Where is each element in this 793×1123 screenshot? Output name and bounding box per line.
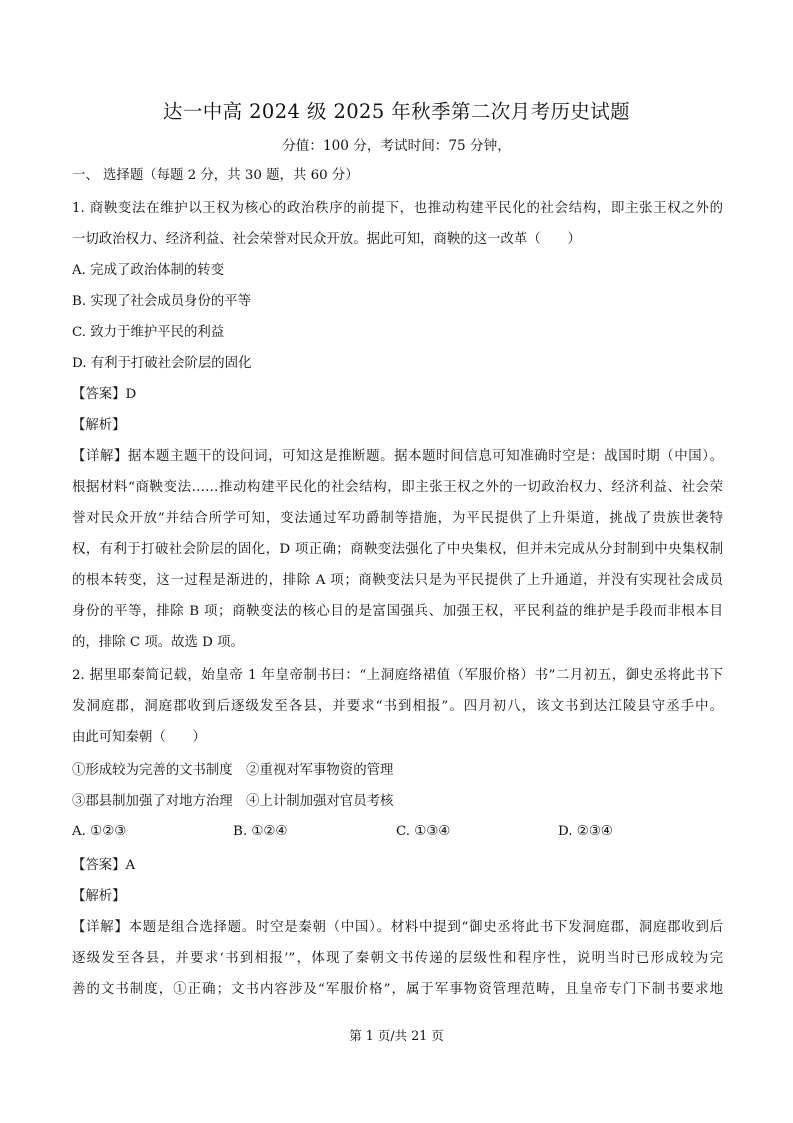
exam-subtitle: 分值：100 分，考试时间：75 分钟， xyxy=(282,138,511,154)
q1-option-c: C. 致力于维护平民的利益 xyxy=(72,325,225,340)
q1-detail-line: 的，排除 C 项。故选 D 项。 xyxy=(72,635,244,650)
section-heading: 一、 选择题（每题 2 分，共 30 题，共 60 分） xyxy=(72,168,359,183)
q1-answer: 【答案】D xyxy=(72,387,137,402)
page-number: 第 1 页/共 21 页 xyxy=(349,1028,444,1043)
q2-stem-line: 由此可知秦朝（ ） xyxy=(72,730,206,745)
q1-detail-line: 身份的平等，排除 B 项；商鞅变法的核心目的是富国强兵、加强王权，平民利益的维护是手段而非根本目 xyxy=(72,604,723,619)
q2-option-b: B. ①②④ xyxy=(233,824,288,839)
q2-option-c: C. ①③④ xyxy=(396,824,451,839)
q1-detail-line: 权，有利于打破社会阶层的固化，D 项正确；商鞅变法强化了中央集权，但并未完成从分封制到中央集权制 xyxy=(72,542,723,557)
q1-stem-line: 1. 商鞅变法在维护以王权为核心的政治秩序的前提下，也推动构建平民化的社会结构，即主张王权之外的 xyxy=(72,201,723,216)
q1-option-b: B. 实现了社会成员身份的平等 xyxy=(72,294,252,309)
q2-detail-line: 【详解】本题是组合选择题。时空是秦朝（中国）。材料中提到“御史丞将此书下发洞庭郡，洞庭郡收到后 xyxy=(72,920,723,935)
q2-detail-line: 逐级发至各县，并要求‘书到相报’”，体现了秦朝文书传递的层级性和程序性，说明当时已形成较为完 xyxy=(72,951,723,966)
q2-option-a: A. ①②③ xyxy=(72,824,127,839)
q1-detail-line: 的根本转变，这一过程是渐进的，排除 A 项；商鞅变法只是为平民提供了上升通道，并没有实现社会成员 xyxy=(72,573,723,588)
q2-statement-line: ③郡县制加强了对地方治理 ④上计制加强对官员考核 xyxy=(72,794,394,809)
q2-options-row xyxy=(72,824,732,842)
q1-detail-line: 【详解】据本题主题干的设问词，可知这是推断题。据本题时间信息可知准确时空是：战国时期（中国）。 xyxy=(72,449,723,464)
q1-option-d: D. 有利于打破社会阶层的固化 xyxy=(72,356,252,371)
q1-option-a: A. 完成了政治体制的转变 xyxy=(72,263,225,278)
q1-detail-line: 誉对民众开放”并结合所学可知，变法通过军功爵制等措施，为平民提供了上升渠道，挑战了贵族世袭特 xyxy=(72,511,723,526)
q1-detail-line: 根据材料“商鞅变法……推动构建平民化的社会结构，即主张王权之外的一切政治权力、经济利益、社会荣 xyxy=(72,480,723,495)
q1-analysis-label: 【解析】 xyxy=(72,418,126,433)
q1-stem-line: 一切政治权力、经济利益、社会荣誉对民众开放。据此可知，商鞅的这一改革（ ） xyxy=(72,232,581,247)
q2-stem-line: 发洞庭郡，洞庭郡收到后逐级发至各县，并要求“书到相报”。四月初八，该文书到达江陵县守丞手中。 xyxy=(72,699,723,714)
q2-stem-line: 2. 据里耶秦简记载，始皇帝 1 年皇帝制书曰：“上洞庭络裙值（军服价格）书”二月初五，御史丞将此书下 xyxy=(72,668,723,683)
q2-detail-line: 善的文书制度，①正确；文书内容涉及“军服价格”，属于军事物资管理范畴，且皇帝专门下制书要求地 xyxy=(72,982,723,997)
q2-analysis-label: 【解析】 xyxy=(72,889,126,904)
q2-option-d: D. ②③④ xyxy=(558,824,613,839)
q2-answer: 【答案】A xyxy=(72,858,136,873)
q2-statement-line: ①形成较为完善的文书制度 ②重视对军事物资的管理 xyxy=(72,763,394,778)
exam-title: 达一中高 2024 级 2025 年秋季第二次月考历史试题 xyxy=(162,100,631,123)
